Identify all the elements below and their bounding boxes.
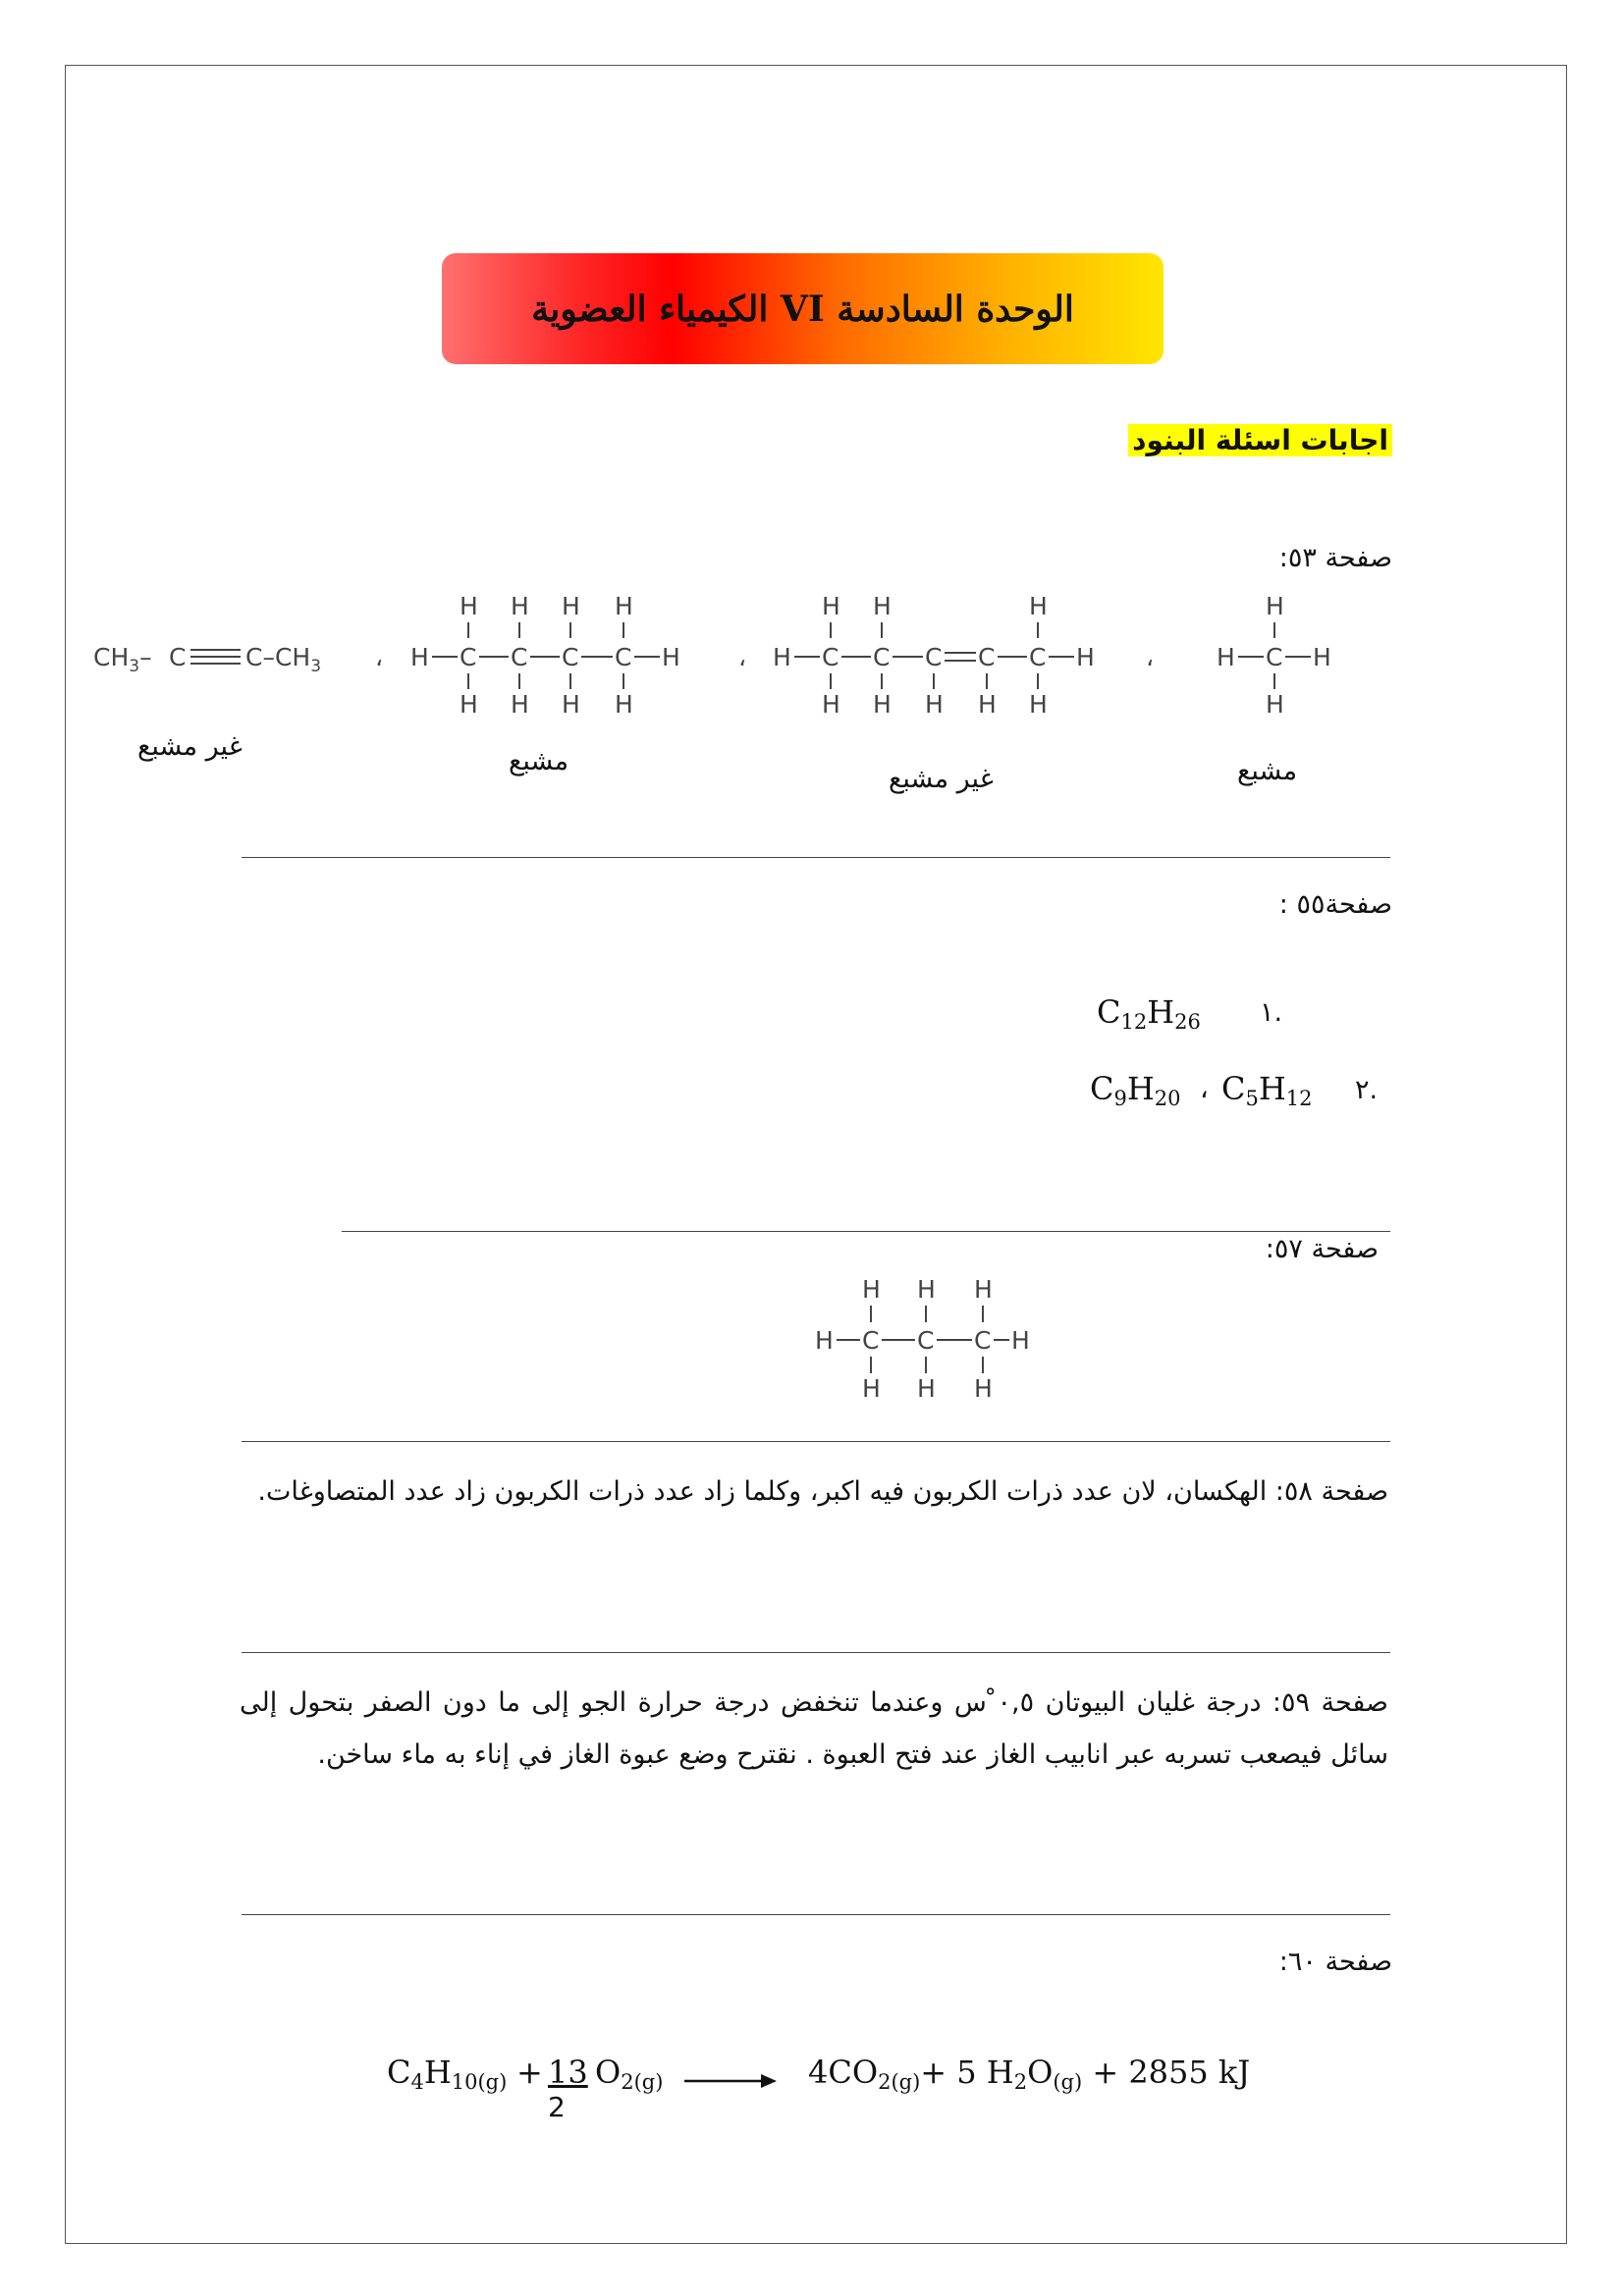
label-alkyne: غير مشبع [137,731,243,762]
label-methane: مشبع [1237,756,1298,786]
alkyne-structure [93,643,321,676]
svg-text:H: H [917,1275,936,1304]
svg-text:H: H [978,690,997,719]
label-pentene: غير مشبع [889,764,994,794]
section-53-heading: صفحة ٥٣: [1278,543,1392,573]
svg-text:H: H [925,690,944,719]
svg-text:H: H [974,1374,993,1403]
separator-rule [242,1441,1390,1442]
section-60-heading: صفحة ٦٠: [1278,1947,1392,1977]
svg-text:H: H [1313,643,1331,671]
svg-text:H: H [460,690,478,719]
separator-rule [242,857,1390,858]
svg-text:H: H [917,1374,936,1403]
svg-text:H: H [410,643,429,671]
svg-text:H: H [1266,690,1284,719]
svg-text:H: H [615,690,633,719]
section-55-heading: صفحة٥٥ : [1278,889,1392,920]
reactant-c4h10: $C_4H_{10(g)}$ [387,2054,508,2094]
coefficient-numerator: 13 [548,2054,588,2091]
svg-text:C: C [1029,643,1047,671]
svg-text:H: H [1266,592,1284,620]
svg-text:C: C [917,1326,935,1355]
alkyne-c2: $C-CH_3$ [245,643,322,676]
svg-text:C: C [511,643,528,671]
svg-text:H: H [873,690,892,719]
svg-text:C: C [615,643,632,671]
page-frame [65,65,1567,2244]
svg-text:H: H [460,592,478,620]
section-57-heading: صفحة ٥٧: [1265,1234,1379,1264]
svg-text:H: H [873,592,892,620]
svg-text:H: H [662,643,680,671]
formula-c9h20: $C_9H_{20}$ [1090,1070,1181,1110]
separator: ، [375,643,384,671]
separator: ، [1146,643,1155,671]
separator: ، [738,643,747,671]
svg-text:H: H [815,1326,834,1355]
svg-text:H: H [862,1374,881,1403]
coefficient-denominator: 2 [548,2091,566,2123]
section-58-text: صفحة ٥٨: الهكسان، لان عدد ذرات الكربون فيه اكبر، وكلما زاد عدد ذرات الكربون زاد عدد المتصاوغات. [257,1476,1388,1507]
reaction-arrow-icon [682,2069,781,2093]
ch3-left: $CH_3-$ [93,643,152,676]
svg-text:H: H [1217,643,1235,671]
svg-text:C: C [862,1326,880,1355]
formula-c5h12: $C_5H_{12}$ [1221,1070,1313,1110]
svg-text:C: C [562,643,579,671]
svg-text:H: H [1029,592,1048,620]
unit-banner [442,253,1164,364]
svg-text:C: C [978,643,996,671]
svg-text:H: H [862,1275,881,1304]
svg-text:H: H [822,690,840,719]
svg-text:H: H [562,690,580,719]
svg-text:C: C [822,643,839,671]
formula-c12h26: $C_{12}H_{26}$ [1097,993,1201,1034]
alkyne-c1: C [169,643,187,671]
svg-text:H: H [1029,690,1048,719]
answers-heading: اجابات اسئلة البنود [1128,424,1392,456]
svg-text:H: H [773,643,791,671]
item-1-number: .١ [1260,997,1283,1028]
separator: ، [1200,1074,1209,1104]
plus-sign: + [516,2054,543,2091]
separator-rule [242,1652,1390,1653]
methane-structure [1217,592,1331,719]
products: $4CO_{2(g)}+ 5$ $H_2O_{(g)} + 2855$ kJ [808,2054,1251,2094]
propane-structure [805,1271,1080,1418]
svg-text:C: C [974,1326,992,1355]
section-59-text: صفحة ٥٩: درجة غليان البيوتان ٠,٥ ْس وعندما تنخفض درجة حرارة الجو إلى ما دون الصفر بتحول إلى سائل فيصعب تسربه عبر انابيب الغاز عند فتح العبوة . نقترح وضع عبوة الغاز في إناء به ماء ساخن. [240,1687,1388,1770]
svg-text:C: C [873,643,891,671]
label-butane: مشبع [509,746,569,776]
separator-rule [342,1231,1390,1232]
svg-text:H: H [822,592,840,620]
separator-rule [242,1914,1390,1915]
pentene-structure [773,592,1095,719]
structures-53 [0,579,1624,736]
svg-text:H: H [1076,643,1095,671]
butane-structure [410,592,680,719]
svg-text:C: C [460,643,477,671]
svg-text:H: H [562,592,580,620]
svg-text:H: H [974,1275,993,1304]
unit-title: الوحدة السادسة VI الكيمياء العضوية [531,288,1074,330]
svg-text:H: H [511,690,529,719]
reactant-o2: $O_{2(g)}$ [595,2054,664,2094]
svg-text:H: H [511,592,529,620]
svg-text:H: H [1011,1326,1030,1355]
item-2-number: .٢ [1355,1075,1379,1105]
svg-text:C: C [1266,643,1283,671]
svg-text:C: C [925,643,943,671]
svg-text:H: H [615,592,633,620]
